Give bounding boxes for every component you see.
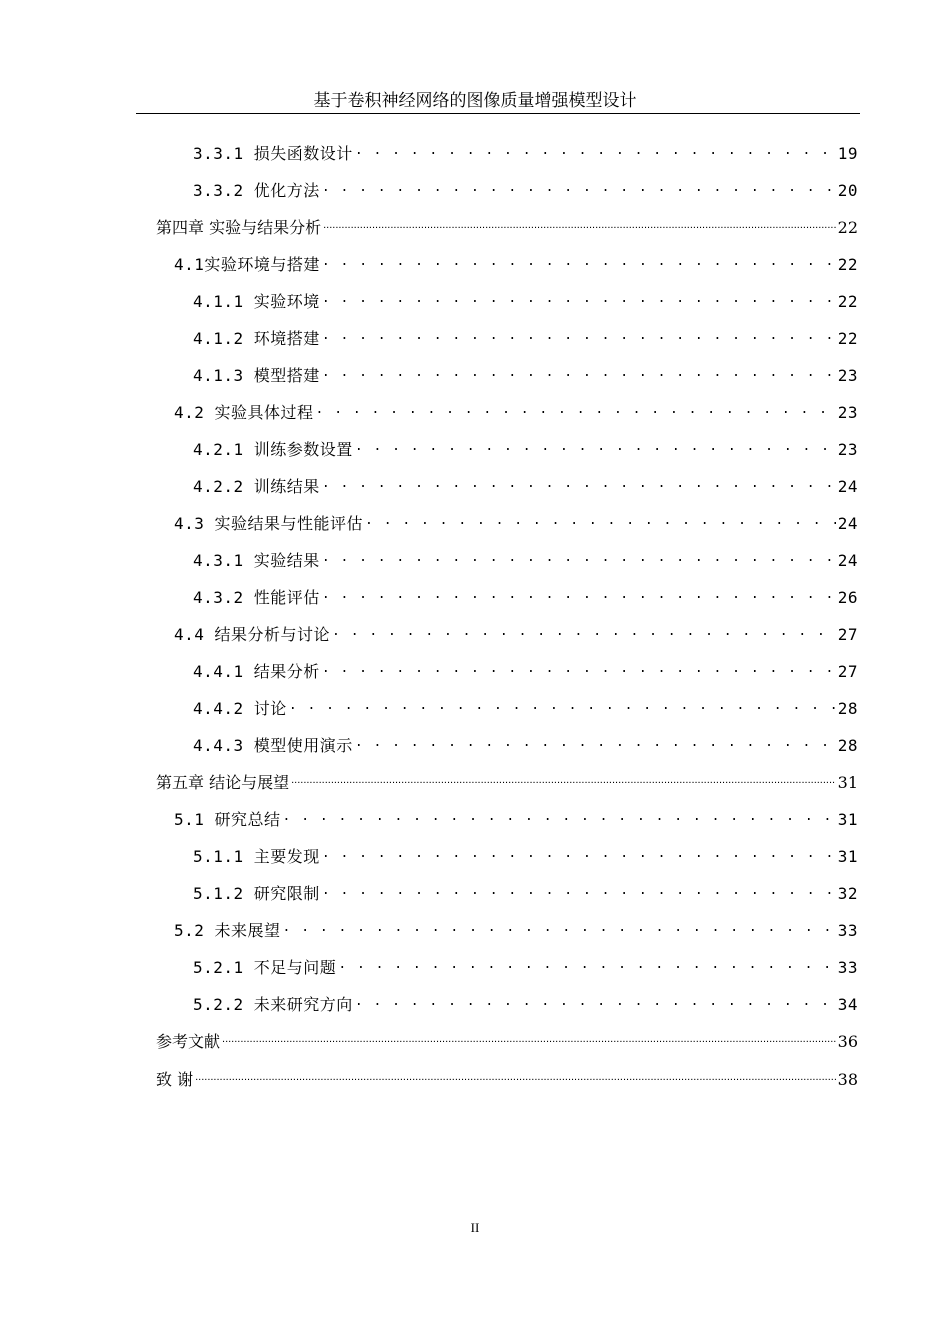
toc-entry-label: 4.4.1 结果分析 bbox=[193, 662, 320, 681]
toc-entry-label: 4.2 实验具体过程 bbox=[174, 403, 314, 422]
toc-entry-page: 22 bbox=[837, 292, 858, 311]
toc-entry[interactable] bbox=[174, 397, 858, 423]
toc-entry[interactable] bbox=[174, 804, 858, 830]
toc-entry[interactable] bbox=[193, 582, 858, 608]
toc-chapter-entry[interactable] bbox=[156, 1026, 858, 1052]
toc-dot-leader bbox=[355, 731, 836, 753]
toc-dot-leader bbox=[322, 657, 836, 679]
toc-dot-leader bbox=[322, 176, 836, 198]
toc-entry[interactable] bbox=[193, 878, 858, 904]
toc-dot-leader bbox=[322, 472, 836, 494]
toc-entry-label: 4.4.3 模型使用演示 bbox=[193, 736, 353, 755]
toc-entry-page: 31 bbox=[837, 773, 858, 792]
toc-dot-leader bbox=[323, 213, 836, 235]
toc-entry-page: 23 bbox=[837, 366, 858, 385]
toc-entry[interactable] bbox=[174, 619, 858, 645]
toc-entry-label: 4.1.2 环境搭建 bbox=[193, 329, 320, 348]
toc-entry-page: 22 bbox=[837, 329, 858, 348]
toc-entry[interactable] bbox=[174, 249, 858, 275]
toc-entry-page: 32 bbox=[837, 884, 858, 903]
document-title: 基于卷积神经网络的图像质量增强模型设计 bbox=[313, 91, 637, 111]
toc-entry-label: 第五章 结论与展望 bbox=[156, 773, 290, 792]
toc-dot-leader bbox=[332, 620, 836, 642]
toc-dot-leader bbox=[195, 1065, 836, 1087]
toc-entry-label: 4.4 结果分析与讨论 bbox=[174, 625, 331, 644]
toc-entry[interactable] bbox=[193, 138, 858, 164]
toc-entry-label: 5.1.1 主要发现 bbox=[193, 847, 320, 866]
toc-dot-leader bbox=[322, 250, 836, 272]
toc-entry[interactable] bbox=[193, 841, 858, 867]
toc-entry-page: 24 bbox=[837, 551, 858, 570]
toc-entry[interactable] bbox=[174, 915, 858, 941]
toc-entry-page: 33 bbox=[837, 921, 858, 940]
toc-entry-label: 5.2.2 未来研究方向 bbox=[193, 995, 353, 1014]
toc-chapter-entry[interactable] bbox=[156, 212, 858, 238]
toc-entry[interactable] bbox=[193, 471, 858, 497]
toc-entry-page: 34 bbox=[837, 995, 858, 1014]
toc-dot-leader bbox=[355, 990, 836, 1012]
toc-entry-label: 5.1 研究总结 bbox=[174, 810, 281, 829]
toc-entry[interactable] bbox=[193, 656, 858, 682]
toc-entry-label: 第四章 实验与结果分析 bbox=[156, 218, 322, 237]
toc-entry-page: 31 bbox=[837, 847, 858, 866]
toc-entry-label: 4.3.2 性能评估 bbox=[193, 588, 320, 607]
toc-entry-page: 22 bbox=[837, 255, 858, 274]
toc-dot-leader bbox=[322, 287, 836, 309]
toc-dot-leader bbox=[322, 361, 836, 383]
toc-dot-leader bbox=[365, 509, 836, 531]
toc-entry-label: 3.3.2 优化方法 bbox=[193, 181, 320, 200]
toc-entry-page: 28 bbox=[837, 736, 858, 755]
toc-dot-leader bbox=[355, 139, 836, 161]
toc-entry[interactable] bbox=[193, 693, 858, 719]
toc-entry-page: 38 bbox=[837, 1070, 858, 1089]
toc-entry-page: 33 bbox=[837, 958, 858, 977]
toc-dot-leader bbox=[316, 398, 836, 420]
toc-entry[interactable] bbox=[174, 508, 858, 534]
toc-entry-page: 23 bbox=[837, 403, 858, 422]
toc-chapter-entry[interactable] bbox=[156, 767, 858, 793]
toc-entry[interactable] bbox=[193, 360, 858, 386]
toc-entry-label: 5.1.2 研究限制 bbox=[193, 884, 320, 903]
toc-entry-page: 26 bbox=[837, 588, 858, 607]
toc-dot-leader bbox=[289, 694, 836, 716]
toc-entry-page: 27 bbox=[837, 625, 858, 644]
toc-entry-page: 20 bbox=[837, 181, 858, 200]
toc-entry-page: 22 bbox=[837, 218, 858, 237]
toc-dot-leader bbox=[322, 583, 836, 605]
toc-entry-label: 5.2.1 不足与问题 bbox=[193, 958, 337, 977]
toc-entry-label: 4.2.2 训练结果 bbox=[193, 477, 320, 496]
toc-entry-label: 4.2.1 训练参数设置 bbox=[193, 440, 353, 459]
toc-entry-page: 23 bbox=[837, 440, 858, 459]
toc-entry-label: 4.3.1 实验结果 bbox=[193, 551, 320, 570]
toc-entry-label: 参考文献 bbox=[156, 1032, 221, 1051]
toc-dot-leader bbox=[322, 324, 836, 346]
toc-entry[interactable] bbox=[193, 286, 858, 312]
toc-dot-leader bbox=[355, 435, 836, 457]
toc-entry-page: 31 bbox=[837, 810, 858, 829]
toc-dot-leader bbox=[322, 842, 836, 864]
toc-entry-page: 28 bbox=[837, 699, 858, 718]
header-divider bbox=[136, 113, 860, 114]
toc-entry-label: 4.1实验环境与搭建 bbox=[174, 255, 320, 274]
toc-dot-leader bbox=[283, 916, 836, 938]
toc-entry[interactable] bbox=[193, 989, 858, 1015]
toc-dot-leader bbox=[283, 805, 836, 827]
toc-dot-leader bbox=[338, 953, 835, 975]
toc-entry-page: 27 bbox=[837, 662, 858, 681]
toc-entry-page: 19 bbox=[837, 144, 858, 163]
toc-dot-leader bbox=[222, 1027, 836, 1049]
toc-chapter-entry[interactable] bbox=[156, 1064, 858, 1090]
toc-dot-leader bbox=[322, 546, 836, 568]
toc-entry[interactable] bbox=[193, 434, 858, 460]
toc-entry-page: 24 bbox=[837, 514, 858, 533]
toc-entry-label: 3.3.1 损失函数设计 bbox=[193, 144, 353, 163]
toc-entry-label: 4.4.2 讨论 bbox=[193, 699, 287, 718]
toc-entry-page: 24 bbox=[837, 477, 858, 496]
toc-entry-label: 5.2 未来展望 bbox=[174, 921, 281, 940]
toc-entry-label: 4.1.3 模型搭建 bbox=[193, 366, 320, 385]
toc-entry-label: 4.3 实验结果与性能评估 bbox=[174, 514, 364, 533]
toc-entry-label: 致 谢 bbox=[156, 1070, 194, 1089]
toc-entry-page: 36 bbox=[837, 1032, 858, 1051]
toc-entry[interactable] bbox=[193, 730, 858, 756]
toc-entry[interactable] bbox=[193, 545, 858, 571]
toc-entry[interactable] bbox=[193, 175, 858, 201]
page-number: II bbox=[470, 1220, 480, 1235]
toc-entry[interactable] bbox=[193, 323, 858, 349]
toc-entry-label: 4.1.1 实验环境 bbox=[193, 292, 320, 311]
toc-dot-leader bbox=[322, 879, 836, 901]
toc-entry[interactable] bbox=[193, 952, 858, 978]
toc-dot-leader bbox=[291, 768, 836, 790]
